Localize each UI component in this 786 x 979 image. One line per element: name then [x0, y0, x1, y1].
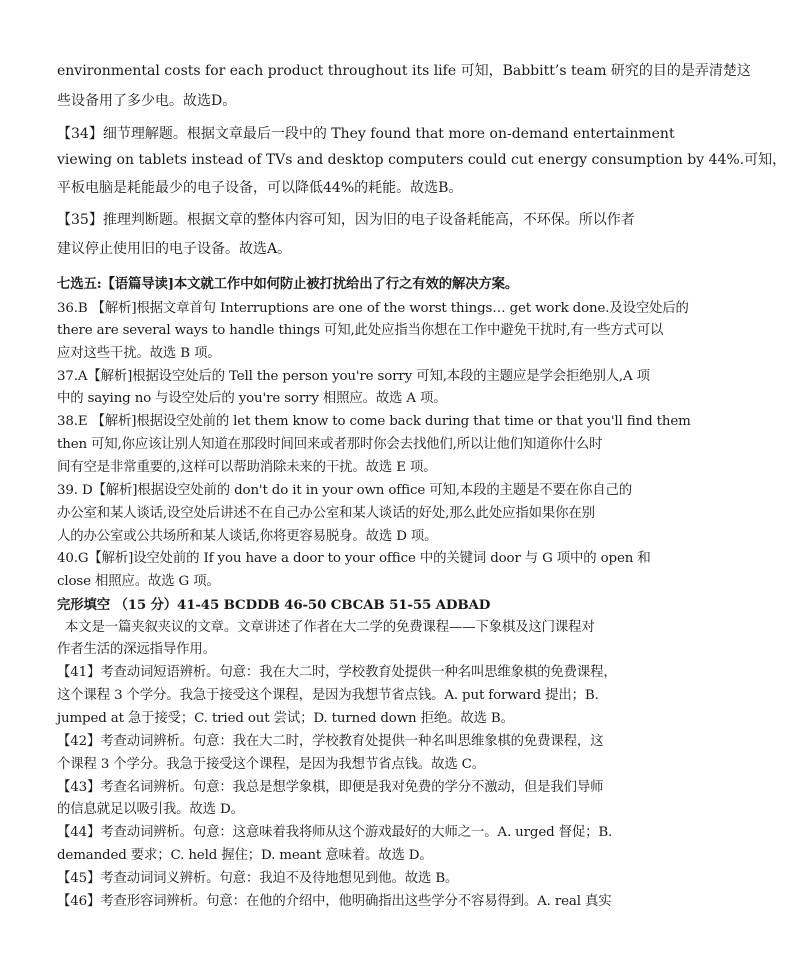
text-line-25: 【41】考查动词短语辨析。句意：我在大二时，学校教育处提供一种名叫思维象棋的免费课程， [57, 665, 617, 680]
text-line-6: 【35】推理判断题。根据文章的整体内容可知，因为旧的电子设备耗能高，不环保。所以作者 [57, 212, 635, 228]
text-line-30: 【43】考查名词辨析。句意：我总是想学象棋，即便是我对免费的学分不激动，但是我们导师 [57, 780, 604, 795]
text-line-20: 40.G【解析]设空处前的 If you have a door to your office 中的关键词 door 与 G 项中的 open 和 [57, 551, 651, 566]
text-line-5: 平板电脑是耗能最少的电子设备，可以降低44%的耗能。故选B。 [57, 180, 463, 196]
text-line-31: 的信息就足以吸引我。故选 D。 [57, 802, 244, 817]
text-line-2: 些设备用了多少电。故选D。 [57, 93, 237, 109]
text-line-10: there are several ways to handle things 可知,此处应指当你想在工作中避免干扰时,有一些方式可以 [57, 323, 664, 338]
text-line-26: 这个课程 3 个学分。我急于接受这个课程，是因为我想节省点钱。A. put forward 提出；B. [57, 688, 599, 703]
text-line-16: 间有空是非常重要的,这样可以帮助消除未来的干扰。故选 E 项。 [57, 460, 437, 475]
text-line-35: 【46】考查形容词辨析。句意：在他的介绍中，他明确指出这些学分不容易得到。A. real 真实 [57, 894, 612, 909]
text-line-27: jumped at 急于接受；C. tried out 尝试；D. turned down 拒绝。故选 B。 [57, 711, 514, 726]
text-line-18: 办公室和某人谈话,设空处后讲述不在自己办公室和某人谈话的好处,那么此处应指如果你在别 [57, 506, 595, 521]
text-line-24: 作者生活的深远指导作用。 [57, 642, 216, 657]
text-line-28: 【42】考查动词辨析。句意：我在大二时，学校教育处提供一种名叫思维象棋的免费课程，这 [57, 734, 604, 749]
text-line-19: 人的办公室或公共场所和某人谈话,你将更容易脱身。故选 D 项。 [57, 529, 438, 544]
text-line-11: 应对这些干扰。故选 B 项。 [57, 346, 221, 361]
text-line-33: demanded 要求；C. held 握住；D. meant 意味着。故选 D。 [57, 848, 433, 863]
text-line-9: 36.B 【解析]根据文章首句 Interruptions are one of the worst things… get work done.及设空处后的 [57, 301, 689, 316]
text-line-34: 【45】考查动词词义辨析。句意：我迫不及待地想见到他。故选 B。 [57, 871, 459, 886]
text-line-32: 【44】考查动词辨析。句意：这意味着我将师从这个游戏最好的大师之一。A. urged 督促；B. [57, 825, 613, 840]
text-line-1: environmental costs for each product throughout its life 可知，Babbitt’s team 研究的目的是弄清楚这 [57, 63, 751, 79]
text-line-4: viewing on tablets instead of TVs and desktop computers could cut energy consumption by 44%.可知， [57, 152, 786, 168]
section-heading-seven-choose-five: 七选五:【语篇导读]本文就工作中如何防止被打扰给出了行之有效的解决方案。 [57, 276, 519, 292]
text-line-14: 38.E 【解析]根据设空处前的 let them know to come back during that time or that you'll find them [57, 414, 691, 429]
text-line-13: 中的 saying no 与设空处后的 you're sorry 相照应。故选 A 项。 [57, 391, 447, 406]
text-line-3: 【34】细节理解题。根据文章最后一段中的 They found that more on-demand entertainment [57, 126, 675, 142]
text-line-15: then 可知,你应该让别人知道在那段时间回来或者那时你会去找他们,所以让他们知道你什么时 [57, 437, 603, 452]
text-line-23: 本文是一篇夹叙夹议的文章。文章讲述了作者在大二学的免费课程——下象棋及这门课程对 [65, 620, 595, 635]
text-line-7: 建议停止使用旧的电子设备。故选A。 [57, 241, 292, 257]
text-line-29: 个课程 3 个学分。我急于接受这个课程，是因为我想节省点钱。故选 C。 [57, 757, 486, 772]
text-line-12: 37.A【解析]根据设空处后的 Tell the person you're sorry 可知,本段的主题应是学会拒绝别人,A 项 [57, 369, 650, 384]
text-line-21: close 相照应。故选 G 项。 [57, 574, 220, 589]
text-line-17: 39. D【解析]根据设空处前的 don't do it in your own office 可知,本段的主题是不要在你自己的 [57, 483, 632, 498]
section-heading-cloze: 完形填空 （15 分）41-45 BCDDB 46-50 CBCAB 51-55 ADBAD [57, 597, 491, 613]
